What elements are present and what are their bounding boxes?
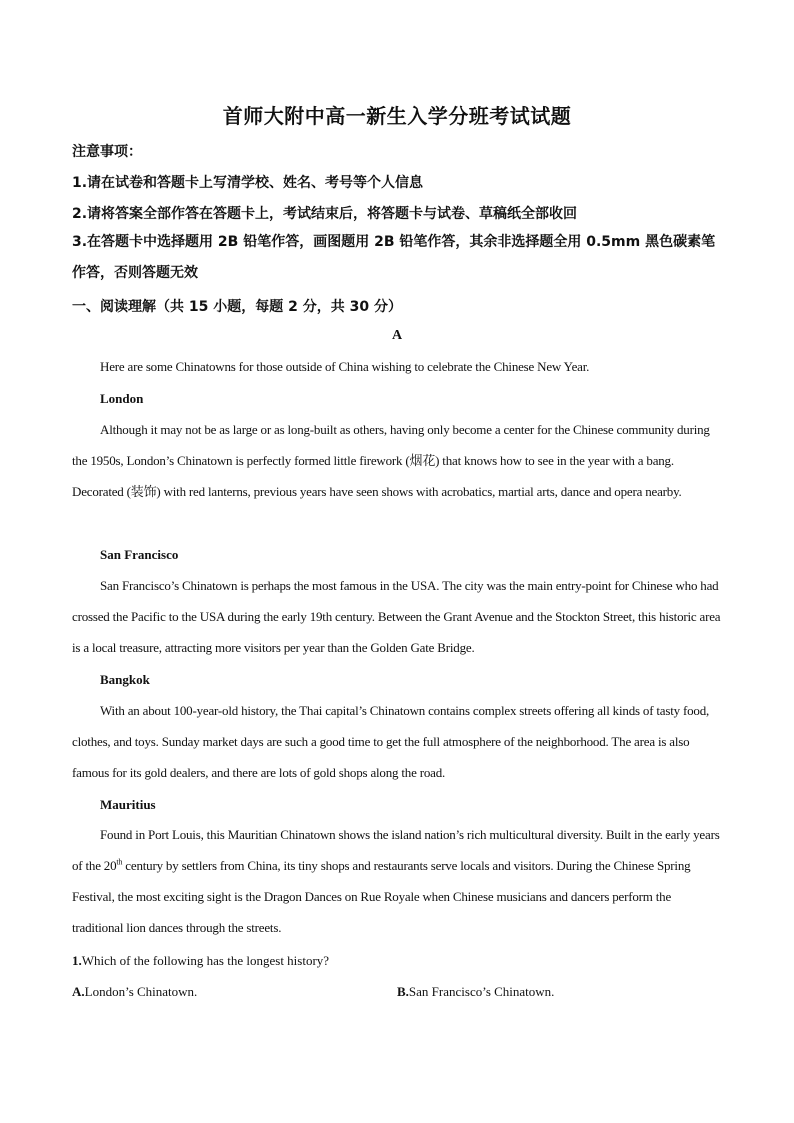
- exam-title: 首师大附中高一新生入学分班考试试题: [222, 104, 572, 128]
- heading-mauritius: Mauritius: [100, 797, 156, 812]
- question-number: 1.: [72, 953, 82, 968]
- heading-bangkok: Bangkok: [100, 672, 150, 687]
- option-b-label: B.: [397, 984, 409, 999]
- option-a-label: A.: [72, 984, 85, 999]
- ordinal-suffix: th: [116, 857, 123, 867]
- paragraph-san-francisco: San Francisco’s Chinatown is perhaps the most famous in the USA. The city was the main entry-point for Chinese who had crossed the Pacific to the USA during the early 19th century. Between the Grant Avenue and the Stockton Street, this historic area is a local treasure, attracting more visitors per year than the Golden Gate Bridge.: [72, 578, 721, 655]
- paragraph-mauritius: [72, 819, 722, 943]
- notice-item-2: 2.请将答案全部作答在答题卡上，考试结束后，将答题卡与试卷、草稿纸全部收回: [72, 206, 578, 222]
- mauritius-text-before: Found in Port Louis, this Mauritian Chinatown shows the island nation’s rich multicultural diversity. Built in the early years of the 20: [72, 827, 720, 873]
- passage-label: A: [391, 328, 403, 343]
- paragraph-london: Although it may not be as large or as long-built as others, having only become a center for the Chinese community during the 1950s, London’s Chinatown is perfectly formed little firework (烟花) that knows how to see in the year with a bang. Decorated (装饰) with red lanterns, previous years have seen shows with acrobatics, martial arts, dance and opera nearby.: [72, 422, 710, 499]
- question-1: [72, 953, 329, 969]
- heading-san-francisco: San Francisco: [100, 547, 179, 562]
- option-a-text: London’s Chinatown.: [84, 984, 198, 999]
- notice-item-1: 1.请在试卷和答题卡上写清学校、姓名、考号等个人信息: [72, 175, 424, 191]
- mauritius-text-after: century by settlers from China, its tiny shops and restaurants serve locals and visitors. During the Chinese Spring Festival, the most exciting sight is the Dragon Dances on Rue Royale when Chinese musicians and dancers perform the traditional lion dances through the streets.: [72, 858, 691, 935]
- notice-item-3: 3.在答题卡中选择题用 2B 铅笔作答，画图题用 2B 铅笔作答，其余非选择题全用 0.5mm 黑色碳素笔作答，否则答题无效: [72, 234, 716, 281]
- section-title: 一、阅读理解（共 15 小题，每题 2 分，共 30 分）: [72, 299, 402, 315]
- notice-heading: 注意事项：: [72, 144, 142, 160]
- question-text: Which of the following has the longest history?: [81, 953, 330, 968]
- heading-london: London: [100, 391, 144, 406]
- option-b[interactable]: [397, 984, 554, 1000]
- option-a[interactable]: [72, 984, 197, 1000]
- option-b-text: San Francisco’s Chinatown.: [408, 984, 555, 999]
- passage-intro: Here are some Chinatowns for those outside of China wishing to celebrate the Chinese New Year.: [100, 359, 590, 374]
- paragraph-bangkok: With an about 100-year-old history, the Thai capital’s Chinatown contains complex streets offering all kinds of tasty food, clothes, and toys. Sunday market days are such a good time to get the full atmosphere of the neighborhood. The area is also famous for its gold dealers, and there are lots of gold shops along the road.: [72, 703, 710, 780]
